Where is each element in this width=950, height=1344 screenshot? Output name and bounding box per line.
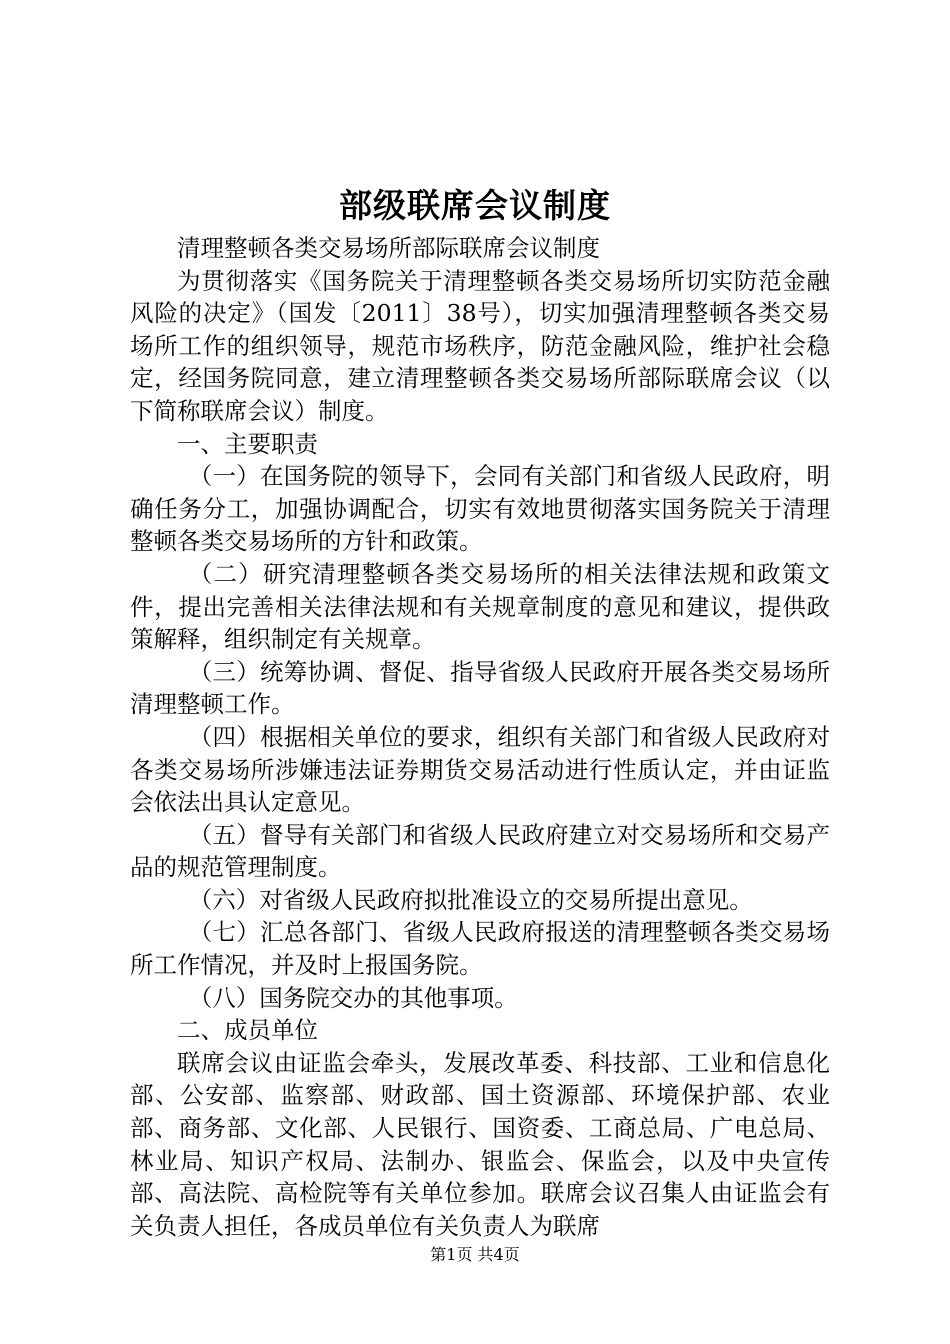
duty-item-2: （二）研究清理整顿各类交易场所的相关法律法规和政策文件，提出完善相关法律法规和有关规章制度的意见和建议，提供政策解释，组织制定有关规章。 xyxy=(130,559,830,654)
paragraph-members: 联席会议由证监会牵头，发展改革委、科技部、工业和信息化部、公安部、监察部、财政部、国土资源部、环境保护部、农业部、商务部、文化部、人民银行、国资委、工商总局、广电总局、林业局、知识产权局、法制办、银监会、保监会，以及中央宣传部、高法院、高检院等有关单位参加。联席会议召集人由证监会有关负责人担任，各成员单位有关负责人为联席 xyxy=(130,1048,830,1240)
duty-item-6: （六）对省级人民政府拟批准设立的交易所提出意见。 xyxy=(188,885,753,914)
duty-item-3: （三）统筹协调、督促、指导省级人民政府开展各类交易场所清理整顿工作。 xyxy=(130,657,830,719)
duty-item-4: （四）根据相关单位的要求，组织有关部门和省级人民政府对各类交易场所涉嫌违法证券期货交易活动进行性质认定，并由证监会依法出具认定意见。 xyxy=(130,722,830,817)
page-number: 第1页 共4页 xyxy=(430,1245,520,1264)
section-heading-members: 二、成员单位 xyxy=(177,1016,318,1045)
document-body xyxy=(130,232,830,1242)
duty-item-7: （七）汇总各部门、省级人民政府报送的清理整顿各类交易场所工作情况，并及时上报国务院。 xyxy=(130,918,830,980)
section-heading-duties: 一、主要职责 xyxy=(177,429,318,458)
document-title: 部级联席会议制度 xyxy=(339,186,611,225)
duty-item-5: （五）督导有关部门和省级人民政府建立对交易场所和交易产品的规范管理制度。 xyxy=(130,820,830,882)
duty-item-8: （八）国务院交办的其他事项。 xyxy=(188,983,518,1012)
duty-item-1: （一）在国务院的领导下，会同有关部门和省级人民政府，明确任务分工，加强协调配合，切实有效地贯彻落实国务院关于清理整顿各类交易场所的方针和政策。 xyxy=(130,462,830,556)
paragraph-intro: 为贯彻落实《国务院关于清理整顿各类交易场所切实防范金融风险的决定》（国发〔2011〕38号），切实加强清理整顿各类交易场所工作的组织领导，规范市场秩序，防范金融风险，维护社会稳定，经国务院同意，建立清理整顿各类交易场所部际联席会议（以下简称联席会议）制度。 xyxy=(130,266,830,425)
paragraph-subtitle: 清理整顿各类交易场所部际联席会议制度 xyxy=(177,234,600,262)
